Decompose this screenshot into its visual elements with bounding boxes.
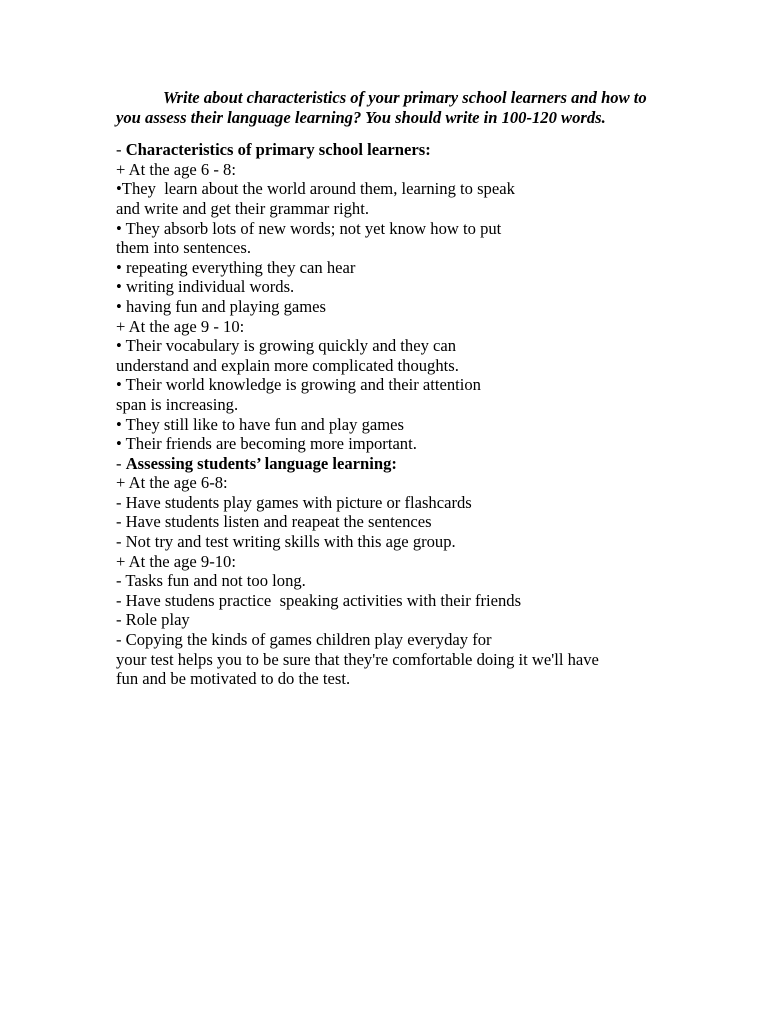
text-line: + At the age 9-10: [116, 551, 236, 571]
text-line: • Their vocabulary is growing quickly and they can [116, 336, 457, 356]
text-line: - Not try and test writing skills with this age group. [116, 532, 456, 552]
text-line: - Have studens practice speaking activities with their friends [116, 590, 522, 610]
characteristics-list [116, 160, 656, 454]
document-page [116, 88, 656, 689]
heading-text: Assessing students’ language learning: [125, 453, 397, 473]
heading-dash: - [116, 453, 126, 473]
section-heading-assessing [116, 454, 656, 474]
text-line: - Have students play games with picture or flashcards [116, 492, 472, 512]
text-line: your test helps you to be sure that they're comfortable doing it we'll have [116, 649, 599, 669]
text-line: + At the age 9 - 10: [116, 316, 245, 336]
text-line: • repeating everything they can hear [116, 257, 356, 277]
text-line: - Role play [116, 610, 190, 630]
text-line: + At the age 6-8: [116, 473, 228, 493]
text-line: • having fun and playing games [116, 296, 326, 316]
text-line: - Tasks fun and not too long. [116, 571, 306, 591]
text-line: • They still like to have fun and play games [116, 414, 404, 434]
text-line: them into sentences. [116, 238, 252, 258]
assessment-list [116, 473, 656, 689]
text-line: fun and be motivated to do the test. [116, 669, 351, 689]
text-line: span is increasing. [116, 394, 239, 414]
text-line: and write and get their grammar right. [116, 198, 369, 218]
text-line: • They absorb lots of new words; not yet know how to put [116, 218, 502, 238]
text-line: • Their world knowledge is growing and their attention [116, 375, 481, 395]
text-line: • writing individual words. [116, 277, 295, 297]
section-heading-characteristics [116, 140, 656, 160]
text-line: + At the age 6 - 8: [116, 159, 236, 179]
text-line: understand and explain more complicated thoughts. [116, 355, 459, 375]
text-line: • Their friends are becoming more important. [116, 434, 417, 454]
text-line: •They learn about the world around them, learning to speak [116, 179, 515, 199]
heading-dash: - [116, 140, 126, 160]
heading-text: Characteristics of primary school learners: [125, 140, 431, 160]
text-line: - Have students listen and reapeat the sentences [116, 512, 432, 532]
text-line: - Copying the kinds of games children play everyday for [116, 630, 492, 650]
assignment-prompt: Write about characteristics of your primary school learners and how to you assess their language learning? You should write in 100-120 words. [116, 88, 647, 127]
